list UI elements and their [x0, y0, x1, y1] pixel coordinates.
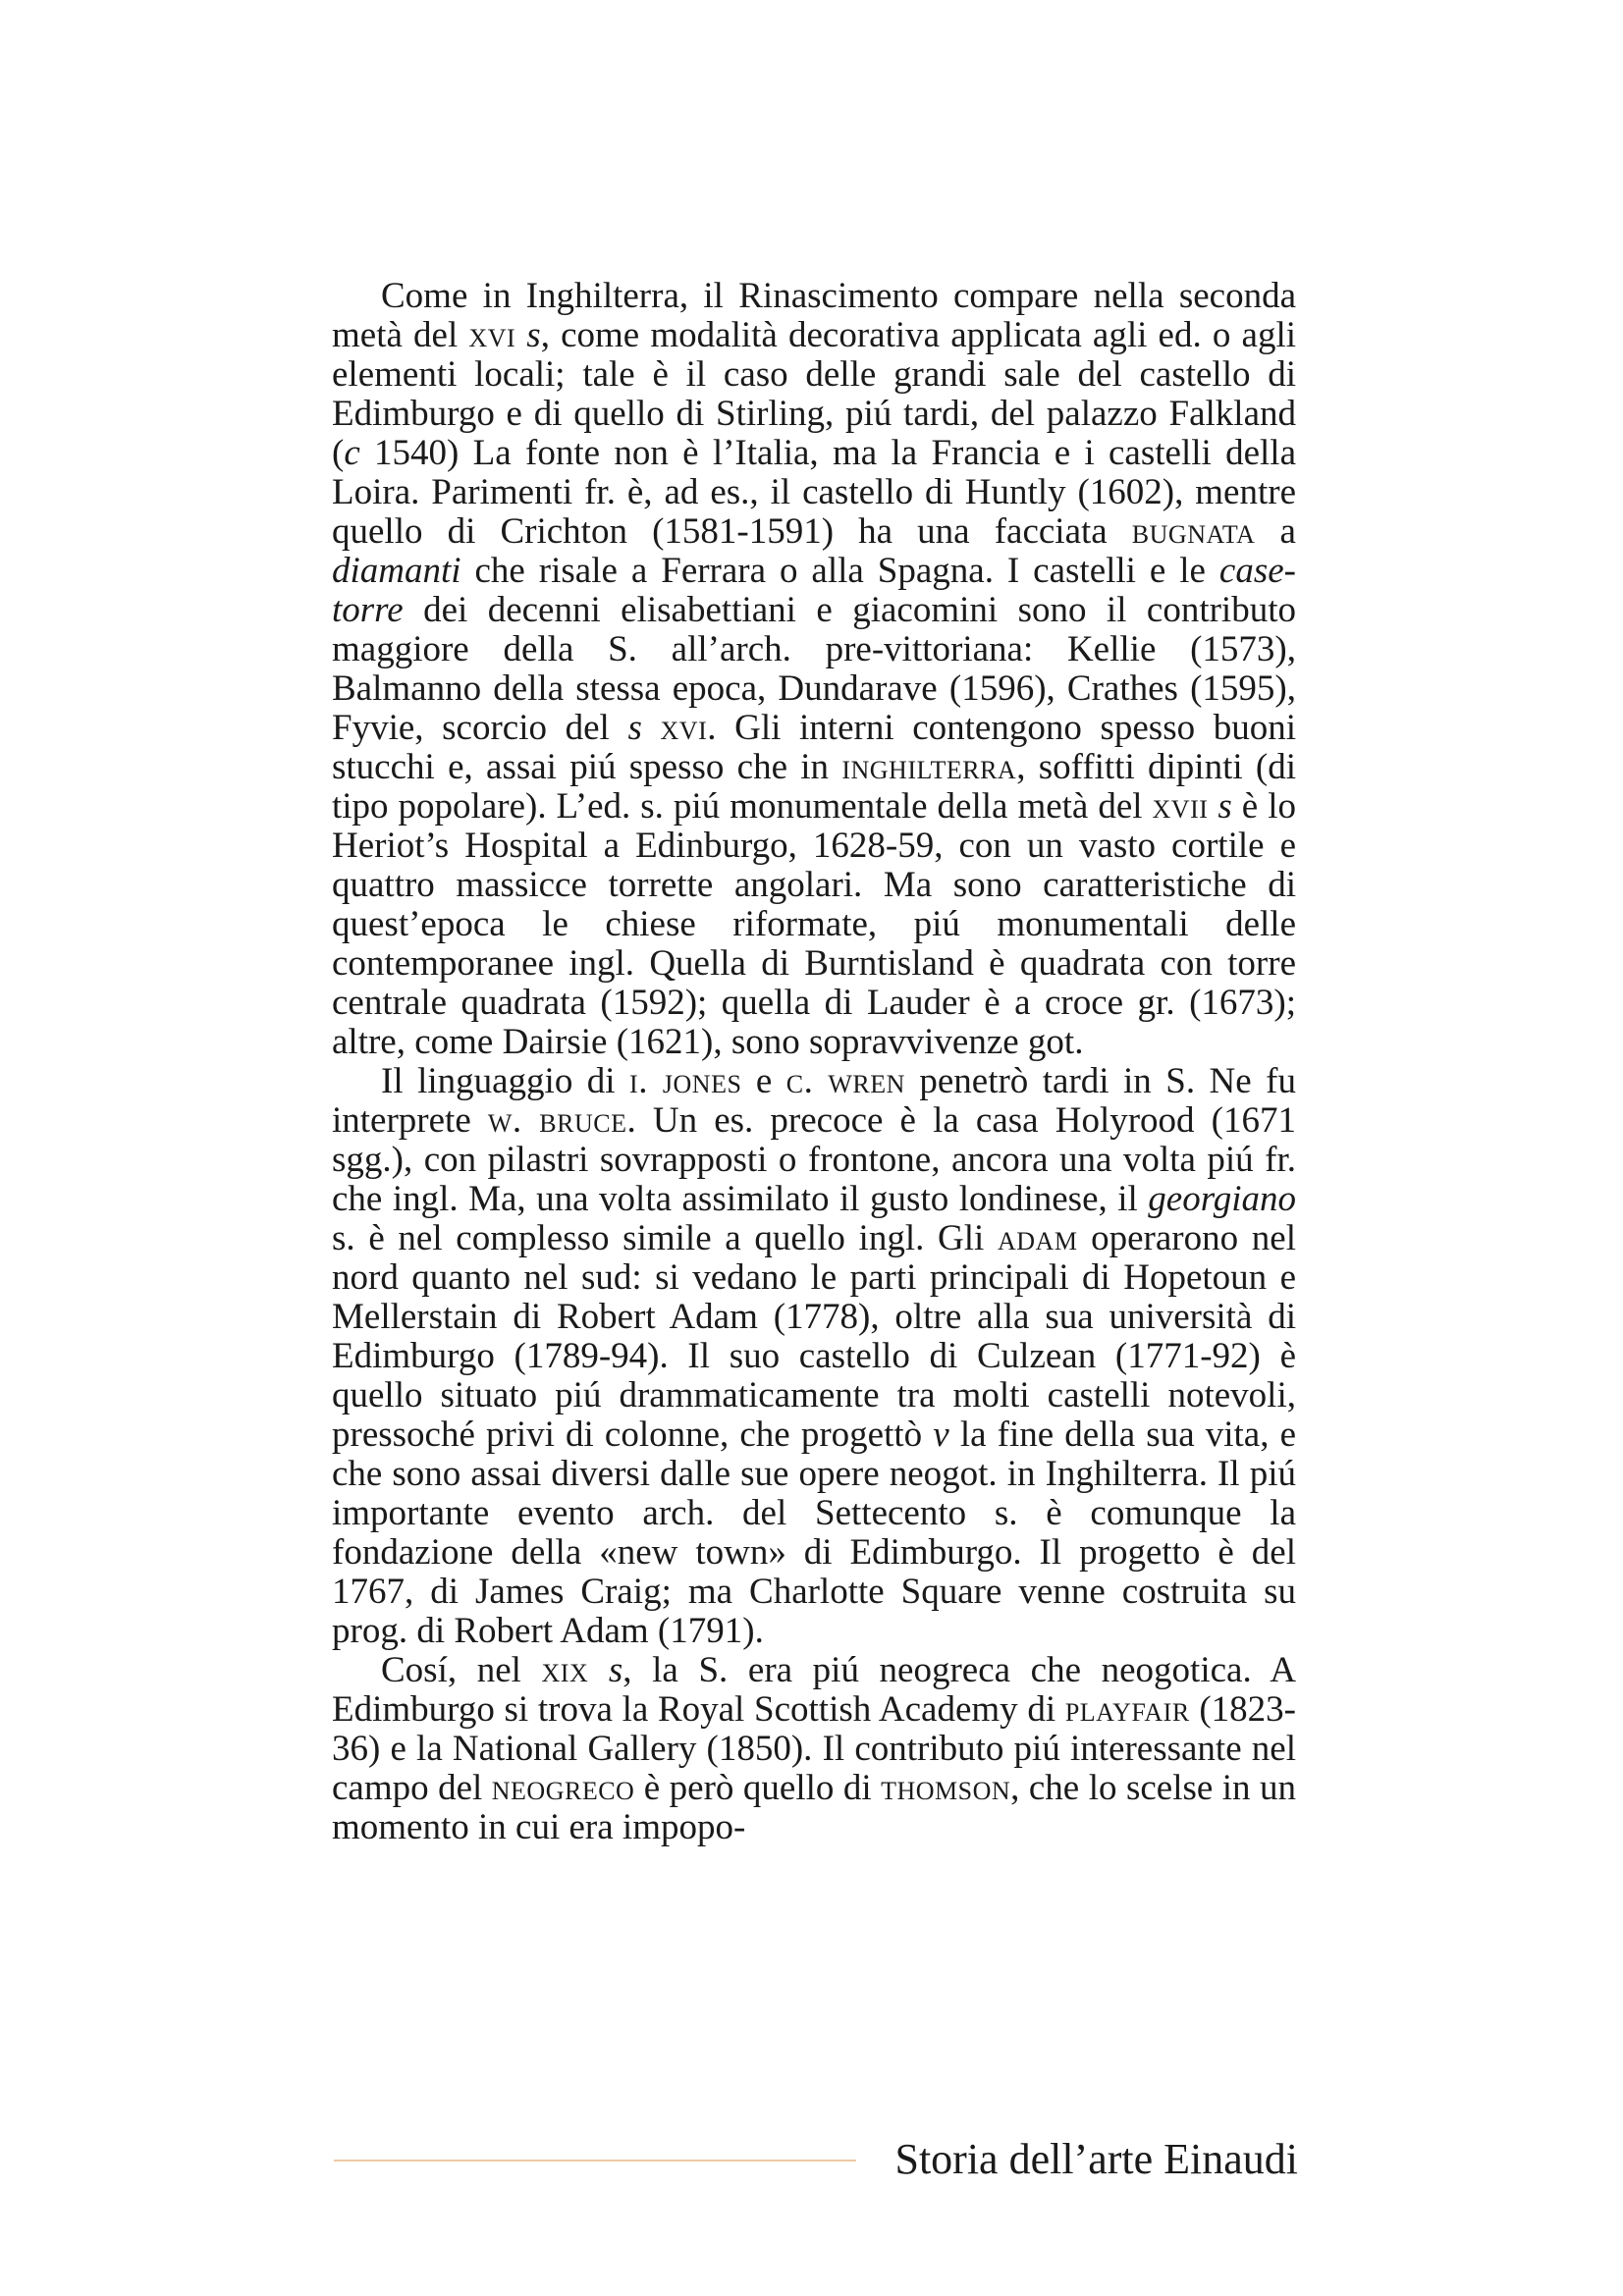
text-run: , la S. era piú neogreca che neogotica. A Edimburgo si trova la Royal Scottish Academy di	[332, 1650, 1297, 1730]
page-footer	[334, 2136, 1298, 2185]
italic-term: s	[627, 708, 642, 748]
small-caps-term: neogreco	[491, 1768, 635, 1808]
text-run	[515, 315, 526, 355]
italic-term: c	[344, 433, 360, 473]
text-run: . Un es. precoce è la casa Holyrood (1671 sgg.), con pilastri sovrapposti o frontone, ancora una volta piú fr. che ingl. Ma, una volta assimilato il gusto londinese, il	[332, 1100, 1296, 1219]
text-run	[642, 708, 661, 748]
paragraph-1	[332, 277, 1296, 1062]
text-run: s. è nel complesso simile a quello ingl. Gli	[332, 1218, 998, 1258]
small-caps-term: bugnata	[1131, 511, 1256, 552]
footer-rule	[334, 2160, 856, 2162]
text-run: , come modalità decorativa applicata agli ed. o agli elementi locali; tale è il caso delle grandi sale del castello di Edimburgo e di quello di Stirling, piú tardi, del palazzo Falkland (	[332, 315, 1297, 473]
text-run: Il linguaggio di	[381, 1061, 630, 1101]
text-run: che risale a Ferrara o alla Spagna. I castelli e le	[460, 551, 1219, 591]
text-run: è lo Heriot’s Hospital a Edinburgo, 1628-59, con un vasto cortile e quattro massicce torrette angolari. Ma sono caratteristiche di quest’epoca le chiese riformate, piú monumentali delle contemporanee ingl. Quella di Burntisland è quadrata con torre centrale quadrata (1592); quella di Lauder è a croce gr. (1673); altre, come Dairsie (1621), sono sopravvivenze got.	[332, 786, 1296, 1062]
italic-term: georgiano	[1148, 1179, 1296, 1219]
italic-term: s	[608, 1650, 623, 1690]
body-text	[332, 277, 1296, 1847]
small-caps-term: inghilterra	[841, 747, 1017, 787]
italic-term: diamanti	[332, 551, 461, 591]
small-caps-term: i. jones	[629, 1061, 742, 1101]
text-run: è però quello di	[634, 1768, 882, 1808]
footer-title: Storia dell’arte Einaudi	[894, 2135, 1298, 2183]
text-run	[1208, 786, 1217, 827]
small-caps-term: xvi	[468, 315, 516, 355]
text-run: . Gli interni contengono spesso buoni stucchi e, assai piú spesso che in	[332, 708, 1297, 787]
text-run: operarono nel nord quanto nel sud: si vedano le parti principali di Hopetoun e Mellerstain di Robert Adam (1778), oltre alla sua università di Edimburgo (1789-94). Il suo castello di Culzean (1771-92) è quello situato piú drammaticamente tra molti castelli notevoli, pressoché privi di colonne, che progettò	[332, 1218, 1296, 1455]
small-caps-term: c. wren	[785, 1061, 905, 1101]
small-caps-term: xix	[541, 1650, 589, 1690]
small-caps-term: w. bruce	[487, 1100, 627, 1141]
text-run: , che lo scelse in un momento in cui era impopo-	[332, 1768, 1297, 1847]
paragraph-3	[332, 1651, 1296, 1847]
italic-term: case-torre	[332, 551, 1296, 630]
text-run: e	[741, 1061, 786, 1101]
small-caps-term: adam	[997, 1218, 1078, 1258]
text-run: Come in Inghilterra, il Rinascimento compare nella seconda metà del	[332, 276, 1296, 355]
text-run: a	[1255, 511, 1296, 552]
small-caps-term: thomson	[881, 1768, 1011, 1808]
text-run	[588, 1650, 609, 1690]
text-run: Cosí, nel	[381, 1650, 542, 1690]
small-caps-term: xvii	[1152, 786, 1209, 827]
text-run: 1540) La fonte non è l’Italia, ma la Francia e i castelli della Loira. Parimenti fr. è, ad es., il castello di Huntly (1602), mentre quello di Crichton (1581-1591) ha una facciata	[332, 433, 1296, 552]
italic-term: v	[933, 1415, 949, 1455]
text-run: la fine della sua vita, e che sono assai diversi dalle sue opere neogot. in Inghilterra. Il piú importante evento arch. del Settecento s. è comunque la fondazione della «new town» di Edimburgo. Il progetto è del 1767, di James Craig; ma Charlotte Square venne costruita su prog. di Robert Adam (1791).	[332, 1415, 1296, 1651]
small-caps-term: xvi	[660, 708, 708, 748]
italic-term: s	[1217, 786, 1232, 827]
text-run: (1823-36) e la National Gallery (1850). Il contributo piú interessante nel campo del	[332, 1689, 1297, 1808]
text-run: dei decenni elisabettiani e giacomini sono il contributo maggiore della S. all’arch. pre-vittoriana: Kellie (1573), Balmanno della stessa epoca, Dundarave (1596), Crathes (1595), Fyvie, scorcio del	[332, 590, 1296, 748]
small-caps-term: playfair	[1064, 1689, 1190, 1730]
text-run: penetrò tardi in S. Ne fu interprete	[332, 1061, 1296, 1141]
text-run: , soffitti dipinti (di tipo popolare). L’ed. s. piú monumentale della metà del	[332, 747, 1297, 827]
italic-term: s	[526, 315, 541, 355]
paragraph-2	[332, 1062, 1296, 1651]
